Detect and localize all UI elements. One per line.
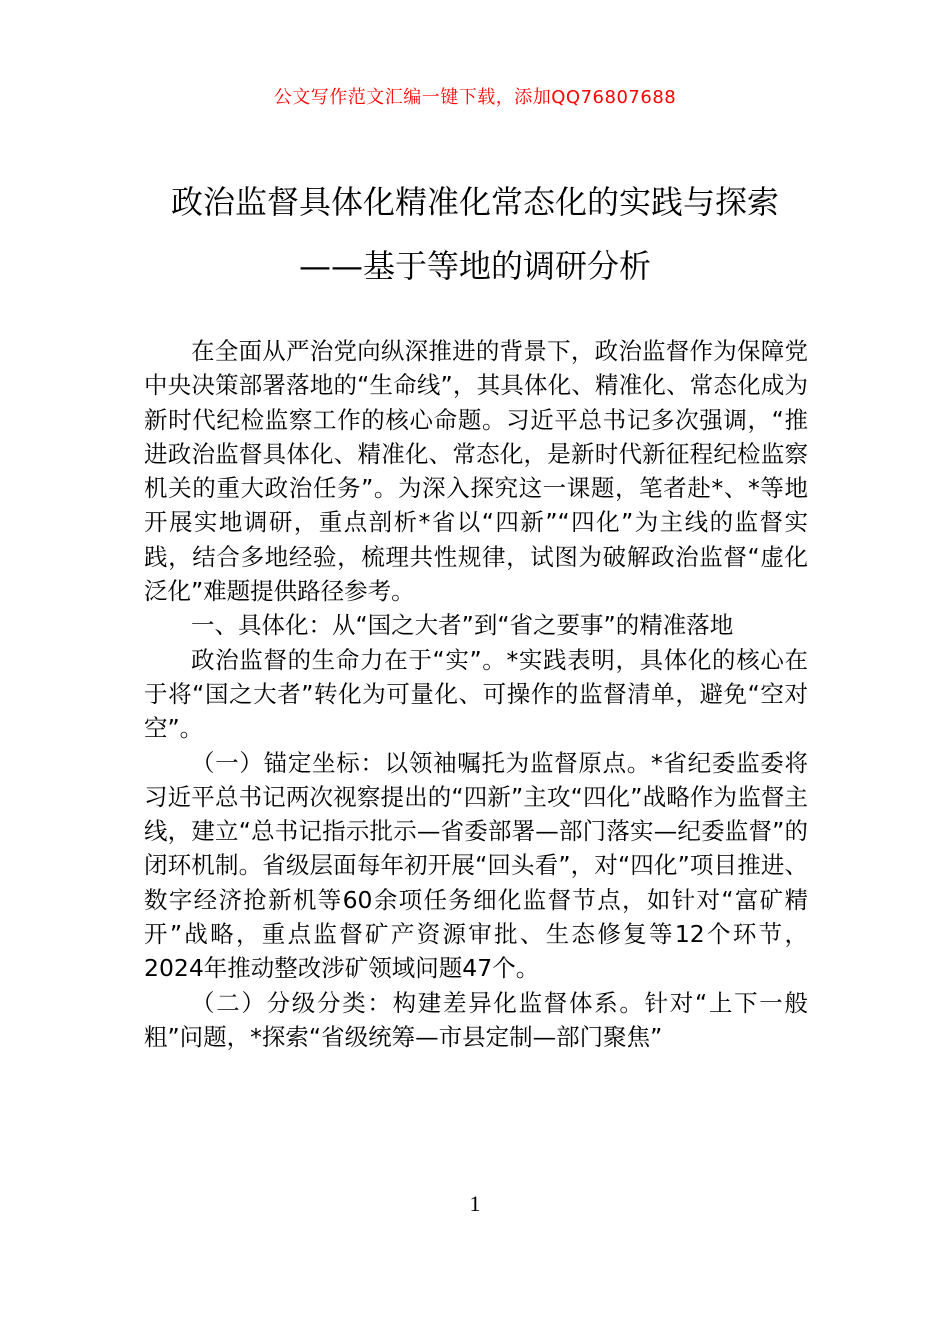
paragraph-subsection-1: （一）锚定坐标：以领袖嘱托为监督原点。*省纪委监委将习近平总书记两次视察提出的“四新”主攻“四化”战略作为监督主线，建立“总书记指示批示—省委部署—部门落实—纪委监督”的闭环机制。省级层面每年初开展“回头看”，对“四化”项目推进、数字经济抢新机等60余项任务细化监督节点，如针对“富矿精开”战略，重点监督矿产资源审批、生态修复等12个环节，2024年推动整改涉矿领域问题47个。 bbox=[144, 748, 808, 983]
document-body bbox=[144, 334, 808, 1054]
section-heading-1: 一、具体化：从“国之大者”到“省之要事”的精准落地 bbox=[191, 611, 734, 640]
document-title: 政治监督具体化精准化常态化的实践与探索——基于等地的调研分析 bbox=[170, 183, 779, 285]
page-number: 1 bbox=[469, 1191, 481, 1216]
paragraph-intro: 在全面从严治党向纵深推进的背景下，政治监督作为保障党中央决策部署落地的“生命线”，其具体化、精准化、常态化成为新时代纪检监察工作的核心命题。习近平总书记多次强调，“推进政治监督具体化、精准化、常态化，是新时代新征程纪检监察机关的重大政治任务”。为深入探究这一课题，笔者赴*、*等地开展实地调研，重点剖析*省以“四新”“四化”为主线的监督实践，结合多地经验，梳理共性规律，试图为破解政治监督“虚化泛化”难题提供路径参考。 bbox=[144, 337, 808, 606]
header-download-note: 公文写作范文汇编一键下载，添加QQ76807688 bbox=[273, 87, 677, 108]
paragraph-section-1-intro: 政治监督的生命力在于“实”。*实践表明，具体化的核心在于将“国之大者”转化为可量化、可操作的监督清单，避免“空对空”。 bbox=[144, 645, 808, 743]
paragraph-subsection-2: （二）分级分类：构建差异化监督体系。针对“上下一般粗”问题，*探索“省级统筹—市县定制—部门聚焦” bbox=[144, 988, 808, 1051]
